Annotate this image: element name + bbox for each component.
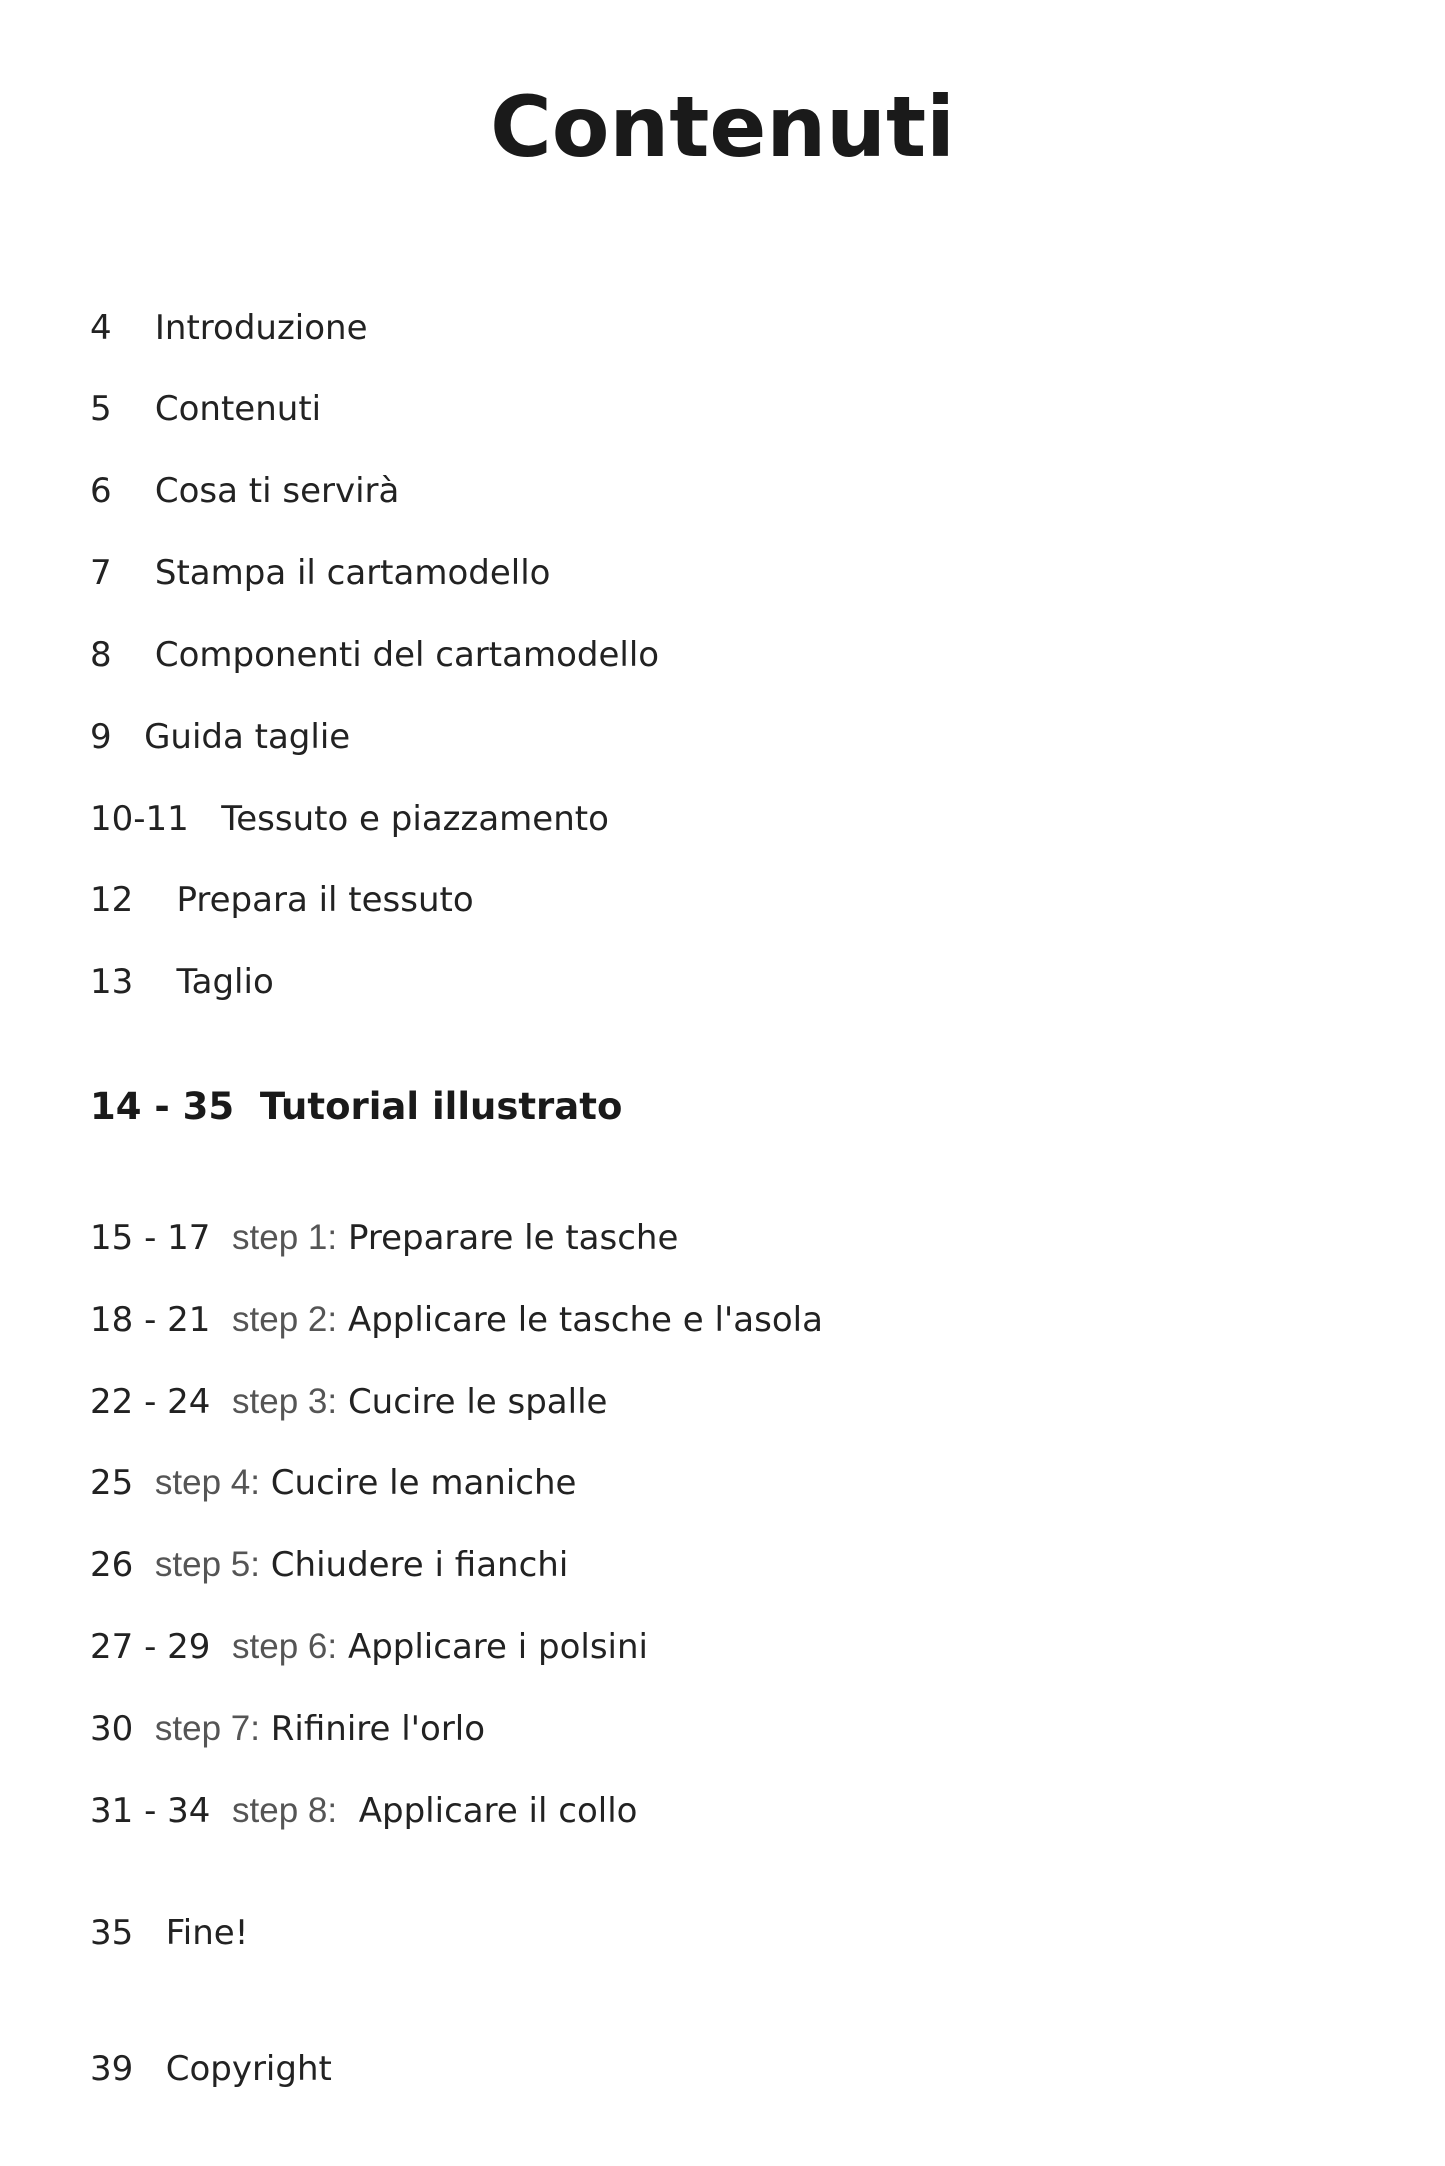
toc-step-4 [90, 1463, 576, 1503]
toc-page-range: 30 [90, 1709, 134, 1749]
toc-label: Chiudere i fianchi [270, 1545, 569, 1585]
toc-section-pages: 14 - 35 [90, 1085, 235, 1128]
toc-page-number: 9 [90, 717, 112, 757]
toc-item-fine [90, 1913, 248, 1953]
toc-step-8 [90, 1791, 637, 1831]
toc-label: Taglio [176, 962, 274, 1002]
toc-item-componenti-cartamodello [90, 635, 659, 675]
toc-item-taglio [90, 962, 274, 1002]
toc-label: Cucire le maniche [270, 1463, 577, 1503]
toc-item-copyright [90, 2049, 332, 2089]
toc-page-number: 13 [90, 962, 134, 1002]
toc-item-stampa-cartamodello [90, 553, 550, 593]
toc-label: Componenti del cartamodello [154, 635, 660, 675]
toc-step-3 [90, 1382, 607, 1422]
toc-label: Applicare i polsini [347, 1627, 648, 1667]
toc-page-range: 25 [90, 1463, 134, 1503]
toc-step-1 [90, 1218, 678, 1258]
toc-label: Prepara il tessuto [176, 880, 474, 920]
toc-step-6 [90, 1627, 648, 1667]
toc-label: Introduzione [154, 308, 368, 348]
toc-page-number: 8 [90, 635, 112, 675]
toc-step-label: step 3: [232, 1382, 338, 1421]
toc-label: Rifinire l'orlo [270, 1709, 486, 1749]
toc-label: Guida taglie [144, 717, 351, 757]
toc-label: Cucire le spalle [347, 1382, 608, 1422]
toc-page-number: 10-11 [90, 799, 189, 839]
toc-label: Tessuto e piazzamento [221, 799, 609, 839]
toc-item-introduzione [90, 308, 368, 348]
toc-step-label: step 4: [154, 1463, 260, 1502]
page-title: Contenuti [490, 78, 955, 176]
toc-label: Contenuti [154, 389, 322, 429]
toc-item-cosa-ti-servira [90, 471, 399, 511]
toc-step-label: step 5: [154, 1545, 260, 1584]
toc-page-range: 15 - 17 [90, 1218, 211, 1258]
toc-label: Cosa ti servirà [154, 471, 400, 511]
toc-step-label: step 1: [232, 1218, 338, 1257]
toc-step-2 [90, 1300, 823, 1340]
toc-page-number: 4 [90, 308, 112, 348]
toc-label: Fine! [165, 1913, 249, 1953]
toc-page-range: 26 [90, 1545, 134, 1585]
toc-page-number: 12 [90, 880, 134, 920]
toc-label: Applicare il collo [358, 1791, 638, 1831]
toc-label: Preparare le tasche [347, 1218, 679, 1258]
toc-item-tessuto-piazzamento [90, 799, 609, 839]
toc-label: Copyright [165, 2049, 332, 2089]
toc-section-label: Tutorial illustrato [259, 1085, 623, 1128]
toc-step-5 [90, 1545, 568, 1585]
toc-section-tutorial [90, 1085, 622, 1129]
toc-page-range: 31 - 34 [90, 1791, 211, 1831]
toc-step-label: step 7: [154, 1709, 260, 1748]
toc-step-7 [90, 1709, 485, 1749]
toc-page-number: 6 [90, 471, 112, 511]
toc-page-range: 22 - 24 [90, 1382, 211, 1422]
toc-page-number: 5 [90, 389, 112, 429]
toc-label: Applicare le tasche e l'asola [347, 1300, 823, 1340]
toc-item-guida-taglie [90, 717, 350, 757]
toc-step-label: step 6: [232, 1627, 338, 1666]
toc-item-prepara-tessuto [90, 880, 474, 920]
toc-page-number: 35 [90, 1913, 134, 1953]
toc-item-contenuti [90, 389, 321, 429]
toc-page-range: 18 - 21 [90, 1300, 211, 1340]
toc-label: Stampa il cartamodello [154, 553, 551, 593]
toc-page-range: 27 - 29 [90, 1627, 211, 1667]
toc-page-number: 7 [90, 553, 112, 593]
toc-page-number: 39 [90, 2049, 134, 2089]
toc-step-label: step 2: [232, 1300, 338, 1339]
toc-step-label: step 8: [232, 1791, 338, 1830]
